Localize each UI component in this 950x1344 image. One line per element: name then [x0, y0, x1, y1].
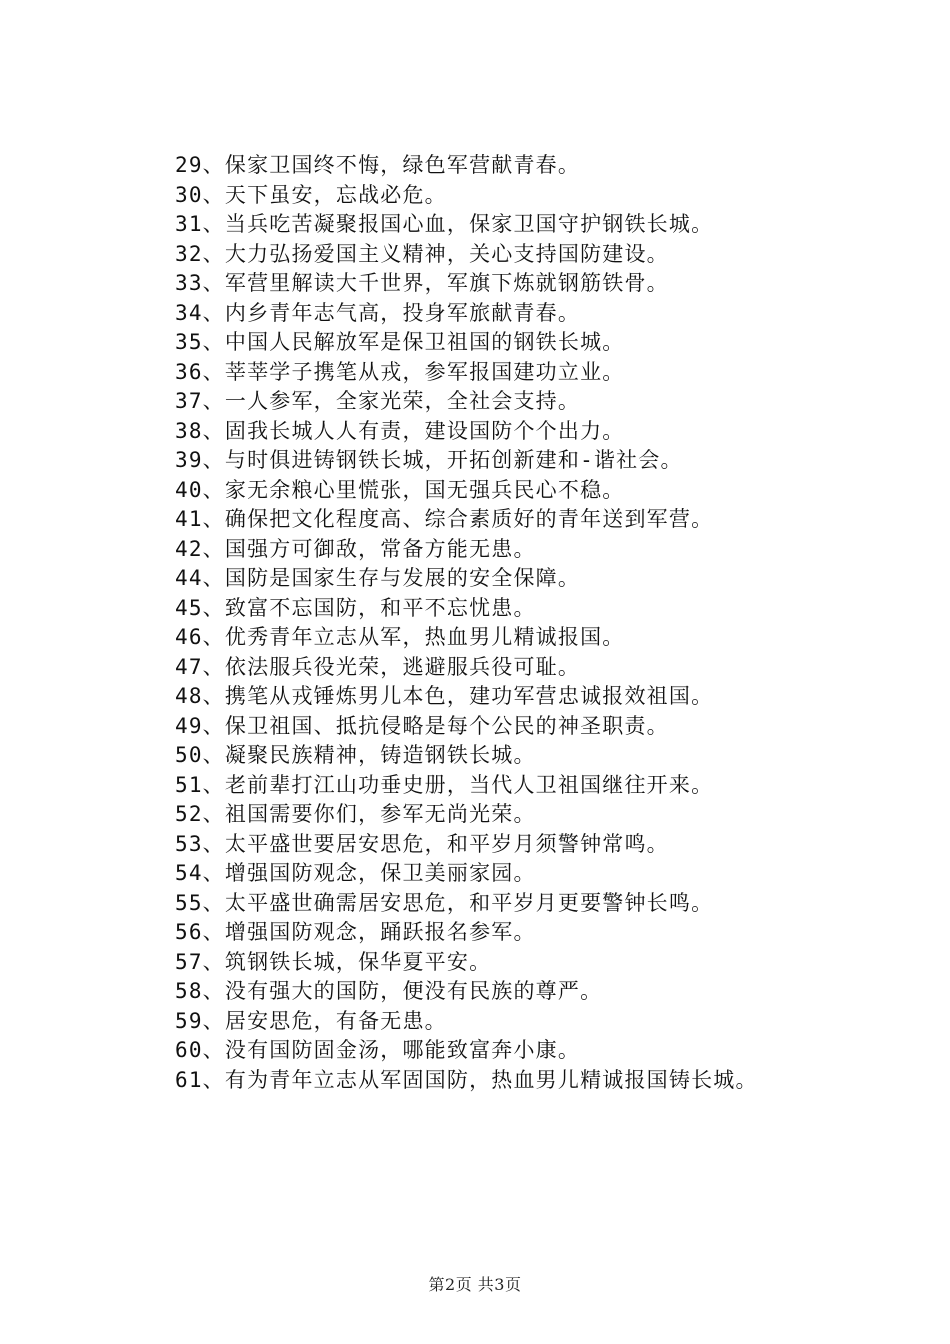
list-item: 31、当兵吃苦凝聚报国心血，保家卫国守护钢铁长城。	[175, 212, 714, 236]
list-item: 37、一人参军，全家光荣，全社会支持。	[175, 389, 581, 413]
list-item: 30、天下虽安，忘战必危。	[175, 182, 447, 207]
list-item: 34、内乡青年志气高，投身军旅献青春。	[175, 300, 581, 325]
list-item: 46、优秀青年立志从军，热血男儿精诚报国。	[175, 625, 625, 649]
list-item: 42、国强方可御敌，常备方能无患。	[175, 536, 536, 561]
page-number-footer: 第2页 共3页	[428, 1275, 522, 1294]
list-item: 29、保家卫国终不悔，绿色军营献青春。	[175, 153, 581, 177]
list-item: 59、居安思危，有备无患。	[175, 1008, 447, 1033]
list-item: 49、保卫祖国、抵抗侵略是每个公民的神圣职责。	[175, 713, 669, 738]
list-item: 57、筑钢铁长城，保华夏平安。	[175, 949, 492, 974]
list-item: 40、家无余粮心里慌张，国无强兵民心不稳。	[175, 477, 625, 502]
list-item: 58、没有强大的国防，便没有民族的尊严。	[175, 979, 603, 1003]
list-item: 33、军营里解读大千世界，军旗下炼就钢筋铁骨。	[175, 271, 669, 295]
list-item: 61、有为青年立志从军固国防，热血男儿精诚报国铸长城。	[175, 1067, 758, 1092]
list-item: 48、携笔从戎锤炼男儿本色，建功军营忠诚报效祖国。	[175, 684, 714, 708]
list-item: 50、凝聚民族精神，铸造钢铁长城。	[175, 743, 536, 767]
list-item: 32、大力弘扬爱国主义精神，关心支持国防建设。	[175, 241, 669, 266]
list-item: 60、没有国防固金汤，哪能致富奔小康。	[175, 1038, 581, 1062]
list-item: 53、太平盛世要居安思危，和平岁月须警钟常鸣。	[175, 831, 669, 856]
list-item: 38、固我长城人人有责，建设国防个个出力。	[175, 418, 625, 443]
list-item: 45、致富不忘国防，和平不忘忧患。	[175, 595, 536, 620]
list-item: 56、增强国防观念，踊跃报名参军。	[175, 920, 536, 944]
list-item: 36、莘莘学子携笔从戎，参军报国建功立业。	[175, 359, 625, 384]
list-item: 47、依法服兵役光荣，逃避服兵役可耻。	[175, 654, 581, 679]
list-item: 39、与时俱进铸钢铁长城，开拓创新建和-谐社会。	[175, 448, 683, 472]
list-item: 51、老前辈打江山功垂史册，当代人卫祖国继往开来。	[175, 772, 714, 797]
list-item: 35、中国人民解放军是保卫祖国的钢铁长城。	[175, 330, 625, 354]
list-item: 44、国防是国家生存与发展的安全保障。	[175, 566, 581, 590]
list-item: 54、增强国防观念，保卫美丽家园。	[175, 861, 536, 885]
list-item: 55、太平盛世确需居安思危，和平岁月更要警钟长鸣。	[175, 890, 714, 915]
list-item: 41、确保把文化程度高、综合素质好的青年送到军营。	[175, 507, 714, 531]
list-item: 52、祖国需要你们，参军无尚光荣。	[175, 802, 536, 826]
slogan-list	[175, 151, 935, 1095]
